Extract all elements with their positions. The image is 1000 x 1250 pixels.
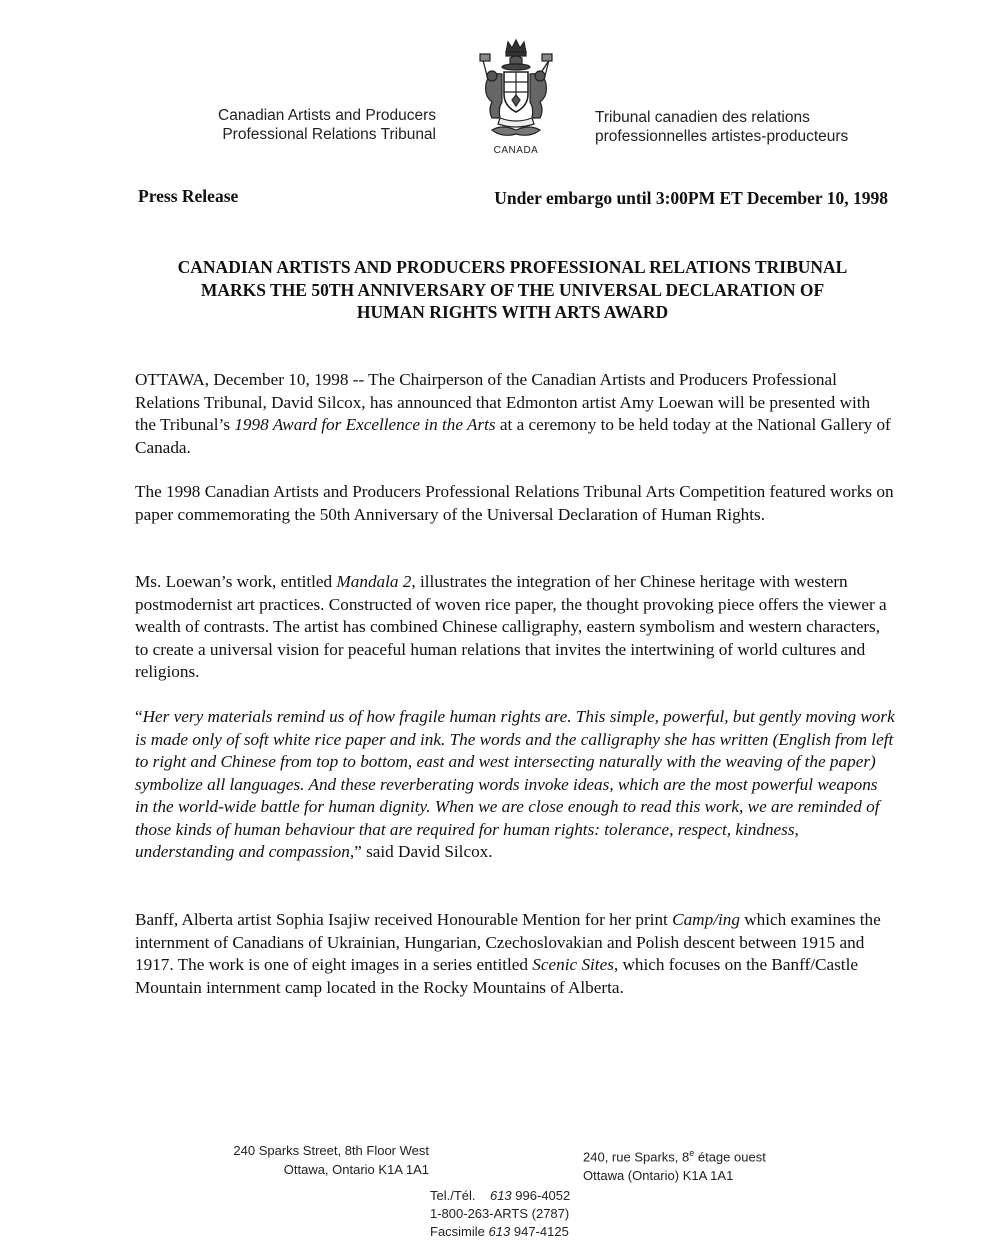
paragraph-honourable-mention <box>135 909 895 999</box>
headline-line3: HUMAN RIGHTS WITH ARTS AWARD <box>356 302 669 322</box>
org-name-french <box>595 108 935 146</box>
print-title: Camp/ing <box>672 910 740 929</box>
address-french-line1-b: étage ouest <box>694 1149 766 1165</box>
address-english <box>233 1141 429 1179</box>
paragraph-competition: The 1998 Canadian Artists and Producers Professional Relations Tribunal Arts Competition featured works on paper commemorating the 50th Anniversary of the Universal Declaration of Human Rights. <box>135 482 894 524</box>
address-french-line1-a: 240, rue Sparks, 8 <box>583 1149 690 1165</box>
headline-line1: CANADIAN ARTISTS AND PRODUCERS PROFESSIONAL RELATIONS TRIBUNAL <box>177 257 848 277</box>
canada-coat-of-arms-icon <box>478 38 554 146</box>
address-english-line2: Ottawa, Ontario K1A 1A1 <box>283 1162 429 1177</box>
paragraph-artwork-text-b: , illustrates the integration of her Chinese heritage with western postmodernist art practices. Constructed of woven rice paper, the thought provoking piece offers the viewer a wealth of contrasts. The artist has combined Chinese calligraphy, eastern symbolism and western characters, to create a universal vision for peaceful human relations that invites the intertwining of world cultures and religions. <box>135 572 887 681</box>
address-french-line1 <box>583 1144 766 1166</box>
fax-label: Facsimile <box>430 1224 485 1239</box>
address-french-line2: Ottawa (Ontario) K1A 1A1 <box>583 1168 734 1184</box>
org-name-english-line1: Canadian Artists and Producers <box>218 107 436 124</box>
fax-area-code: 613 <box>488 1224 511 1239</box>
fax-line <box>430 1223 570 1241</box>
quote-open-mark: “ <box>135 707 143 726</box>
toll-free-line: 1-800-263-ARTS (2787) <box>430 1206 570 1221</box>
paragraph-announcement <box>135 369 895 459</box>
telephone-label: Tel./Tél. <box>430 1188 476 1203</box>
quote-attribution: ,” said David Silcox. <box>349 842 493 861</box>
telephone-area-code: 613 <box>489 1188 512 1203</box>
series-title: Scenic Sites <box>532 955 614 974</box>
headline <box>120 256 905 324</box>
org-name-english-line2: Professional Relations Tribunal <box>222 126 436 143</box>
contact-info <box>430 1187 570 1241</box>
address-english-line1: 240 Sparks Street, 8th Floor West <box>233 1143 429 1158</box>
paragraph-quote <box>135 706 895 864</box>
crest-caption: CANADA <box>493 145 539 156</box>
paragraph-hm-text-c: , which focuses on the Banff/Castle Mountain internment camp located in the Rocky Mountains of Alberta. <box>135 955 858 997</box>
telephone-line <box>430 1187 570 1205</box>
embargo-notice: Under embargo until 3:00PM ET December 10, 1998 <box>494 188 888 208</box>
fax-number: 947-4125 <box>513 1224 569 1239</box>
paragraph-artwork-text-a: Ms. Loewan’s work, entitled <box>135 572 337 591</box>
paragraph-announcement-text-a: OTTAWA, December 10, 1998 -- The Chairperson of the Canadian Artists and Producers Professional Relations Tribunal, David Silcox, has announced that Edmonton artist Amy Loewan will be presented with the Tribunal’s <box>135 370 871 434</box>
paragraph-hm-text-b: which examines the internment of Canadians of Ukrainian, Hungarian, Czechoslovakian and Polish descent between 1915 and 1917. The work is one of eight images in a series entitled <box>135 910 881 974</box>
paragraph-announcement-text-b: at a ceremony to be held today at the National Gallery of Canada. <box>135 415 891 457</box>
paragraph-hm-text-a: Banff, Alberta artist Sophia Isajiw received Honourable Mention for her print <box>135 910 673 929</box>
org-name-english <box>116 106 436 144</box>
org-name-french-line2: professionnelles artistes-producteurs <box>595 128 849 145</box>
press-release-label: Press Release <box>138 186 239 206</box>
paragraph-artwork <box>135 571 895 684</box>
artwork-title: Mandala 2 <box>336 572 412 591</box>
quote-text: Her very materials remind us of how fragile human rights are. This simple, powerful, but gently moving work is made only of soft white rice paper and ink. The words and the calligraphy she has written (English from left to right and Chinese from top to bottom, east and west intersecting naturally with the weaving of the paper) symbolize all languages. And these reverberating words invoke ideas, which are the most powerful weapons in the world-wide battle for human dignity. When we are close enough to read this work, we are reminded of those kinds of human behaviour that are required for human rights: tolerance, respect, kindness, understanding and compassion <box>135 707 895 861</box>
org-name-french-line1: Tribunal canadien des relations <box>595 109 810 126</box>
award-title: 1998 Award for Excellence in the Arts <box>234 415 496 434</box>
address-french <box>583 1144 766 1185</box>
headline-line2: MARKS THE 50TH ANNIVERSARY OF THE UNIVERSAL DECLARATION OF <box>200 279 825 300</box>
telephone-number: 996-4052 <box>515 1188 571 1203</box>
address-french-superscript: e <box>689 1148 695 1158</box>
